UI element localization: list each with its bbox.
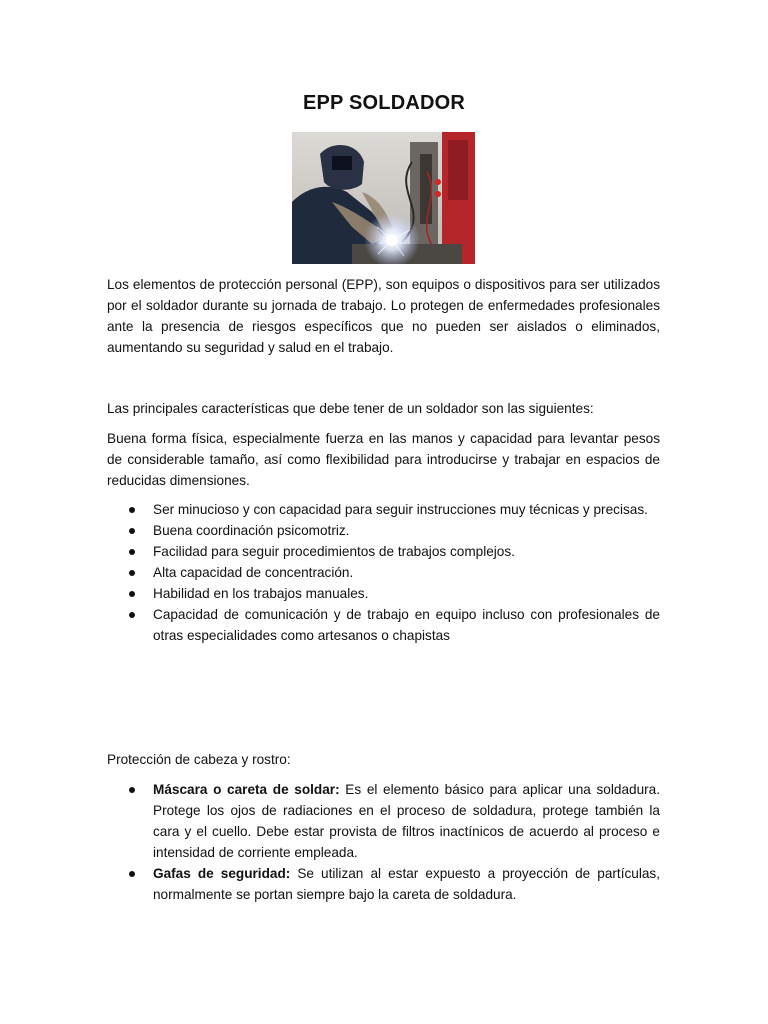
- list-item: [107, 499, 660, 520]
- bullet-icon: [129, 528, 135, 534]
- bullet-icon: [129, 549, 135, 555]
- list-item-text: Habilidad en los trabajos manuales.: [153, 586, 369, 601]
- list-item: [107, 541, 660, 562]
- list-item: [107, 562, 660, 583]
- welder-photo: [292, 132, 475, 264]
- bullet-icon: [129, 507, 135, 513]
- list-item-text: Alta capacidad de concentración.: [153, 565, 354, 580]
- list-item-text: Ser minucioso y con capacidad para seguir instrucciones muy técnicas y precisas.: [153, 502, 648, 517]
- intro-paragraph: Los elementos de protección personal (EPP), son equipos o dispositivos para ser utilizados por el soldador durante su jornada de trabajo. Lo protegen de enfermedades profesionales ante la presencia de riesgos específicos que no pueden ser aislados o eliminados, aumentando su seguridad y salud en el trabajo.: [107, 277, 660, 355]
- list-item: [107, 520, 660, 541]
- bullet-icon: [129, 871, 135, 877]
- bullet-icon: [129, 787, 135, 793]
- list-item: [107, 604, 660, 646]
- characteristics-intro: Las principales características que debe tener de un soldador son las siguientes:: [107, 401, 594, 416]
- bullet-icon: [129, 570, 135, 576]
- list-item: [107, 583, 660, 604]
- item-term: Gafas de seguridad:: [153, 866, 291, 881]
- characteristics-list: [107, 499, 660, 646]
- list-item-text: Facilidad para seguir procedimientos de trabajos complejos.: [153, 544, 515, 559]
- list-item-text: Buena coordinación psicomotriz.: [153, 523, 350, 538]
- item-term: Máscara o careta de soldar:: [153, 782, 340, 797]
- bullet-icon: [129, 612, 135, 618]
- page-title: EPP SOLDADOR: [302, 92, 466, 114]
- bullet-icon: [129, 591, 135, 597]
- item-description: Se utilizan al estar expuesto a proyección de partículas, normalmente se portan siempre bajo la careta de soldadura.: [153, 866, 660, 902]
- list-item: [107, 779, 660, 863]
- list-item: [107, 863, 660, 905]
- list-item-text: Capacidad de comunicación y de trabajo en equipo incluso con profesionales de otras especialidades como artesanos o chapistas: [153, 607, 660, 643]
- item-description: Es el elemento básico para aplicar una soldadura. Protege los ojos de radiaciones en el proceso de soldadura, protege también la cara y el cuello. Debe estar provista de filtros inactínicos de acuerdo al proceso e intensidad de corriente empleada.: [153, 782, 660, 860]
- section-heading-head-face: Protección de cabeza y rostro:: [107, 752, 291, 767]
- physical-condition-paragraph: Buena forma física, especialmente fuerza en las manos y capacidad para levantar pesos de considerable tamaño, así como flexibilidad para introducirse y trabajar en espacios de reducidas dimensiones.: [107, 431, 660, 488]
- protection-list: [107, 779, 660, 905]
